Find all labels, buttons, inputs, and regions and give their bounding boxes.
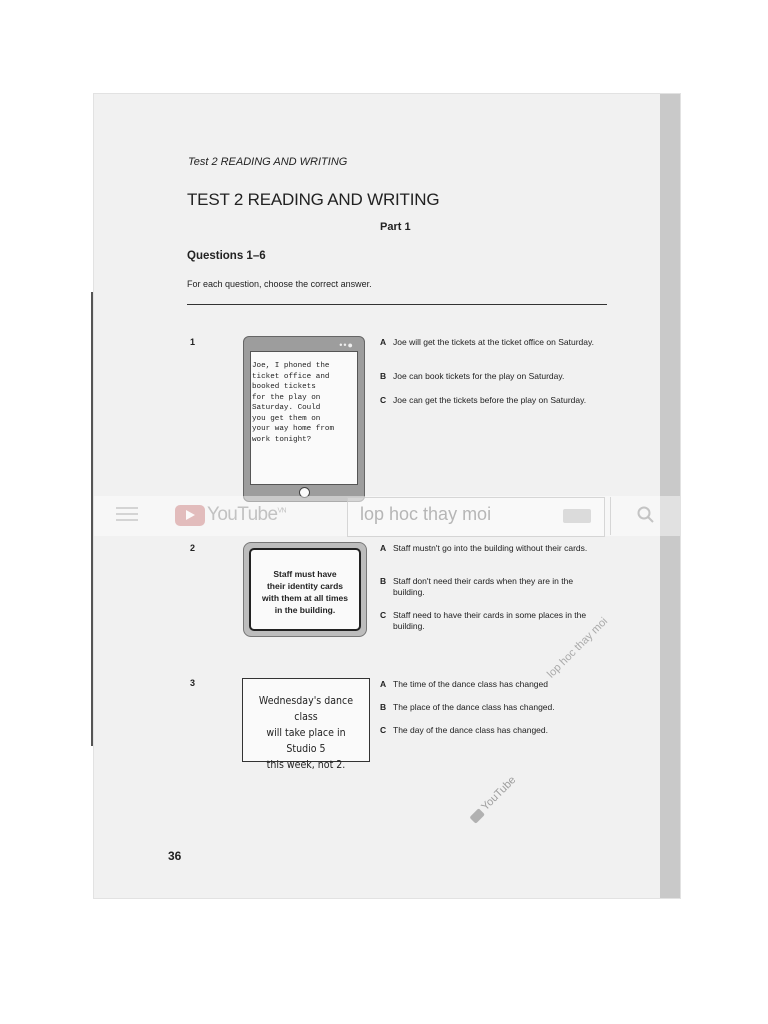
message-line: booked tickets bbox=[252, 383, 316, 391]
menu-icon[interactable] bbox=[116, 507, 138, 523]
option-letter: A bbox=[380, 337, 387, 347]
option-letter: C bbox=[380, 725, 387, 735]
staff-sign-notice bbox=[243, 542, 367, 637]
phone-notice bbox=[243, 336, 365, 502]
sign-line: their identity cards bbox=[266, 581, 344, 591]
notice-line: this week, not 2. bbox=[266, 758, 346, 771]
notice-text bbox=[255, 693, 356, 773]
phone-dots-icon: ••● bbox=[339, 340, 354, 350]
option-letter: A bbox=[380, 679, 387, 689]
option-text: Joe can book tickets for the play on Saturday. bbox=[393, 371, 565, 381]
option-text: Joe will get the tickets at the ticket office on Saturday. bbox=[393, 337, 594, 347]
question-number: 3 bbox=[190, 678, 196, 688]
search-input[interactable]: lop hoc thay moi bbox=[360, 504, 492, 524]
option-text: Staff mustn't go into the building without their cards. bbox=[393, 543, 588, 553]
message-line: for the play on bbox=[252, 393, 321, 402]
option-letter: B bbox=[380, 702, 387, 712]
option-text: The day of the dance class has changed. bbox=[393, 725, 548, 735]
message-line: work tonight? bbox=[252, 435, 312, 444]
watermark-logo-text: YouTube bbox=[479, 774, 519, 814]
sign-line: in the building. bbox=[274, 605, 336, 615]
dance-class-notice bbox=[242, 678, 370, 771]
option-b bbox=[380, 576, 595, 598]
sign-line: Staff must have bbox=[273, 569, 337, 579]
notice-line: Wednesday's dance class bbox=[258, 694, 354, 723]
questions-heading: Questions 1–6 bbox=[187, 250, 266, 262]
keyboard-icon[interactable] bbox=[563, 509, 591, 523]
option-text: Staff don't need their cards when they are in the building. bbox=[393, 576, 574, 597]
page-title: TEST 2 READING AND WRITING bbox=[187, 190, 440, 209]
phone-status-bar bbox=[244, 337, 364, 351]
divider bbox=[187, 304, 607, 305]
running-title: Test 2 READING AND WRITING bbox=[188, 156, 348, 168]
part-label: Part 1 bbox=[380, 221, 411, 233]
option-c bbox=[380, 725, 595, 736]
option-c bbox=[380, 610, 595, 632]
option-a bbox=[380, 337, 595, 348]
diagonal-watermark: lop hoc thay moi bbox=[545, 615, 611, 681]
youtube-logo-icon[interactable] bbox=[175, 505, 205, 526]
message-line: Joe, I phoned the bbox=[252, 362, 330, 370]
notice-line: will take place in Studio 5 bbox=[266, 726, 346, 755]
message-line: your way home from bbox=[252, 425, 335, 433]
option-text: The time of the dance class has changed bbox=[393, 679, 548, 689]
message-line: Saturday. Could bbox=[252, 404, 321, 412]
youtube-logo-text[interactable] bbox=[207, 504, 286, 526]
search-icon[interactable] bbox=[636, 505, 656, 525]
option-c bbox=[380, 395, 595, 406]
question-number: 1 bbox=[190, 337, 196, 347]
search-divider bbox=[610, 497, 611, 535]
option-b bbox=[380, 702, 595, 713]
option-letter: C bbox=[380, 610, 387, 620]
logo-superscript: VN bbox=[277, 507, 286, 515]
option-letter: B bbox=[380, 576, 387, 586]
option-letter: B bbox=[380, 371, 387, 381]
phone-message bbox=[252, 361, 347, 445]
sign-text bbox=[253, 568, 357, 616]
option-a bbox=[380, 679, 595, 690]
option-a bbox=[380, 543, 595, 554]
option-letter: C bbox=[380, 395, 387, 405]
option-letter: A bbox=[380, 543, 387, 553]
logo-text: YouTube bbox=[207, 504, 278, 525]
option-text: The place of the dance class has changed. bbox=[393, 702, 555, 712]
instructions: For each question, choose the correct answer. bbox=[187, 279, 372, 289]
sign-line: with them at all times bbox=[262, 593, 348, 603]
message-line: ticket office and bbox=[252, 372, 330, 381]
option-text: Joe can get the tickets before the play on Saturday. bbox=[393, 395, 587, 405]
question-number: 2 bbox=[190, 543, 196, 553]
sign-panel bbox=[249, 548, 361, 631]
page-number: 36 bbox=[168, 849, 182, 863]
option-b bbox=[380, 371, 595, 382]
page-left-edge-line bbox=[91, 292, 93, 746]
message-line: you get them on bbox=[252, 414, 321, 423]
option-text: Staff need to have their cards in some places in the building. bbox=[393, 610, 587, 631]
